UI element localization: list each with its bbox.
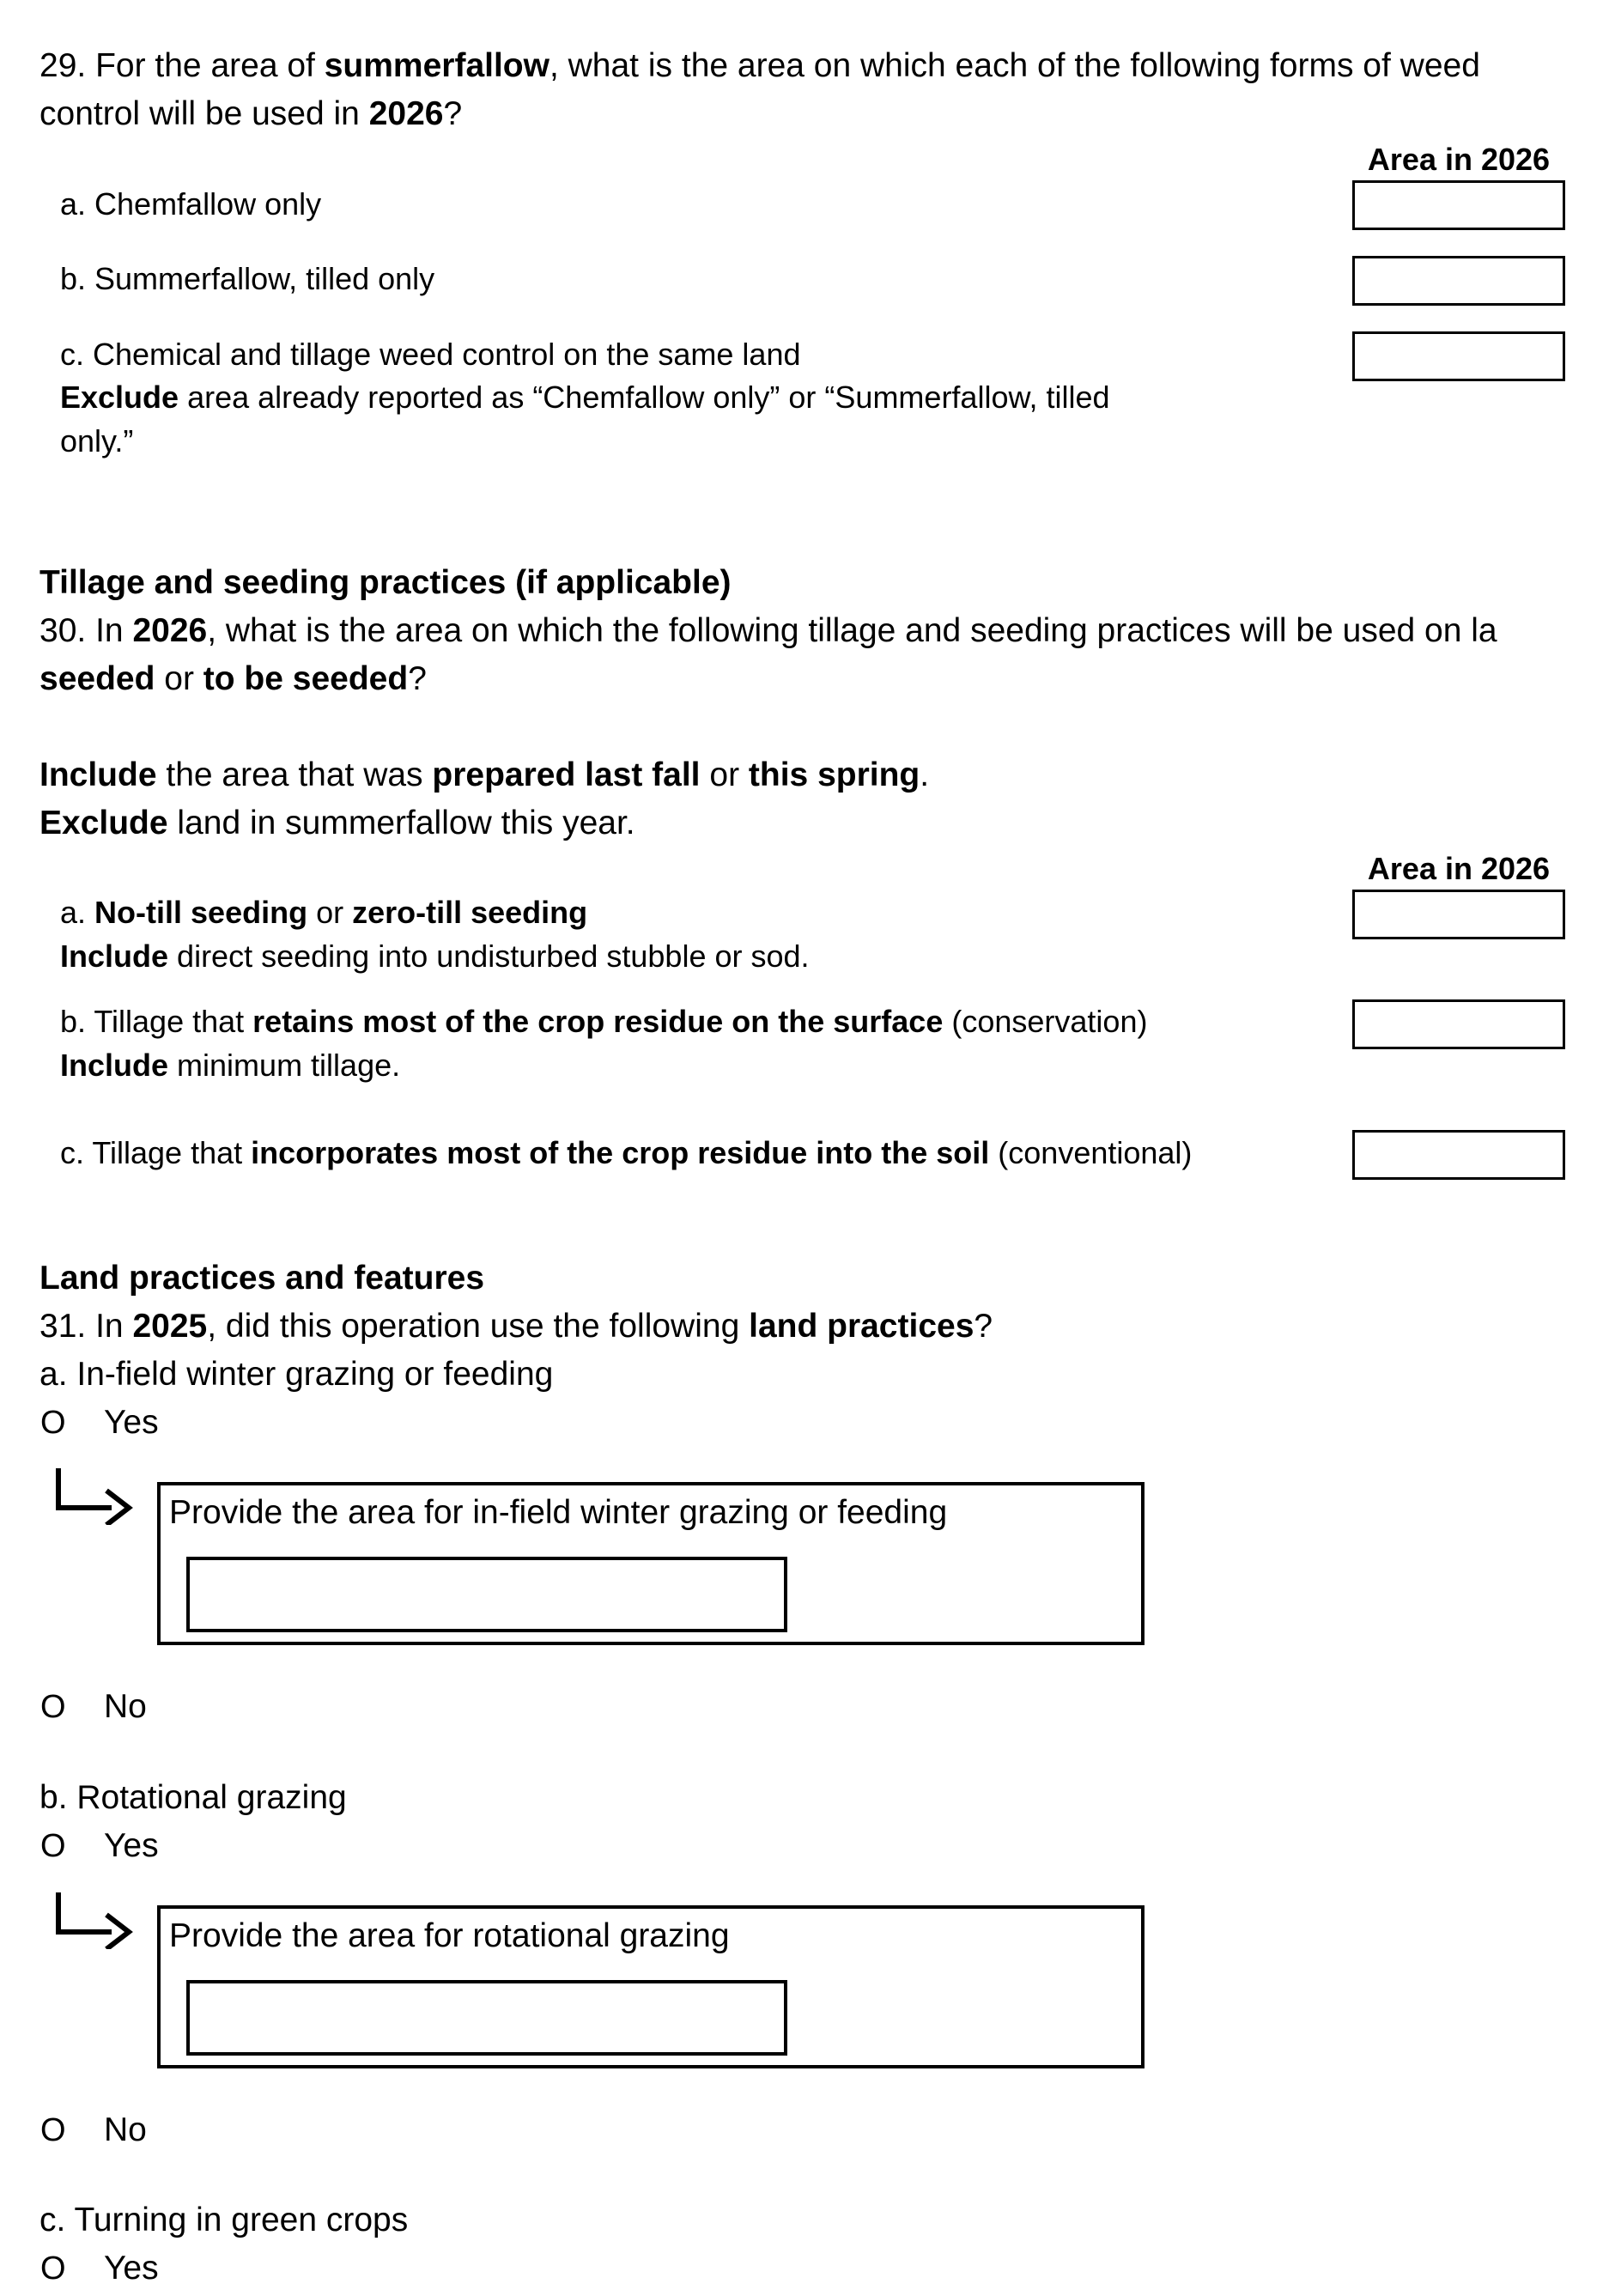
- q30-include-post: .: [920, 756, 930, 793]
- q30-include-note: [39, 755, 929, 796]
- q31-number: 31.: [39, 1308, 87, 1345]
- q31-a-followup-frame: [157, 1482, 1145, 1645]
- q30-include-this-spring: this spring: [748, 756, 920, 793]
- q31-b-yes-radio[interactable]: O: [40, 1828, 66, 1864]
- q30-c-bold: incorporates most of the crop residue into the soil: [251, 1135, 990, 1170]
- q31-text-mid: , did this operation use the following: [207, 1308, 740, 1345]
- q30-item-b-note: [60, 1047, 400, 1084]
- q30-b-bold: retains most of the crop residue on the surface: [252, 1004, 944, 1039]
- q29-line2-post: ?: [443, 95, 463, 132]
- followup-arrow-icon: [52, 1465, 137, 1525]
- q30-text-mid: , what is the area on which the following tillage and seeding practices will be used on la: [207, 612, 1497, 649]
- q30-item-b-label: [60, 1003, 1147, 1041]
- q29-item-a-input[interactable]: [1352, 180, 1565, 230]
- q31-a-followup-input[interactable]: [186, 1557, 787, 1632]
- q31-b-followup-label: Provide the area for rotational grazing: [169, 1917, 730, 1954]
- q30-item-b-input[interactable]: [1352, 999, 1565, 1049]
- q31-bold-land-practices: land practices: [749, 1308, 975, 1345]
- q31-part-c-label: c. Turning in green crops: [39, 2202, 409, 2238]
- q31-text-post: ?: [974, 1308, 993, 1345]
- q29-bold-summerfallow: summerfallow: [324, 47, 549, 84]
- q31-a-no-radio[interactable]: O: [40, 1689, 66, 1725]
- q30-item-a-input[interactable]: [1352, 890, 1565, 939]
- q31-b-yes-label: Yes: [104, 1827, 159, 1864]
- q29-item-b-input[interactable]: [1352, 256, 1565, 306]
- q29-c-note-rest: area already reported as “Chemfallow only” or “Summerfallow, tilled: [187, 380, 1110, 415]
- q30-exclude-note: [39, 803, 635, 844]
- q30-b-pre: b. Tillage that: [60, 1004, 245, 1039]
- q29-text-pre: For the area of: [95, 47, 315, 84]
- q30-item-c-label: [60, 1134, 1192, 1172]
- q30-question: [39, 610, 1497, 652]
- q29-c-note-exclude: Exclude: [60, 380, 179, 415]
- q30-include-mid1: the area that was: [166, 756, 423, 793]
- q29-item-c-label: c. Chemical and tillage weed control on the same land: [60, 337, 801, 372]
- q30-b-note-include: Include: [60, 1048, 169, 1083]
- q30-text-pre: In: [95, 612, 124, 649]
- q30-a-pre: a.: [60, 895, 87, 930]
- q30-bold-seeded: seeded: [39, 660, 155, 697]
- q29-item-c-input[interactable]: [1352, 331, 1565, 381]
- q30-b-post: (conservation): [951, 1004, 1148, 1039]
- q31-part-b-label: b. Rotational grazing: [39, 1779, 347, 1816]
- q29-item-b-label: b. Summerfallow, tilled only: [60, 261, 435, 296]
- q30-line2-post: ?: [408, 660, 427, 697]
- q29-line2-year: 2026: [368, 95, 444, 132]
- followup-arrow-icon: [52, 1889, 137, 1949]
- q30-exclude-bold: Exclude: [39, 805, 168, 841]
- q29-question: [39, 46, 1480, 87]
- q30-include-bold: Include: [39, 756, 157, 793]
- q31-c-yes-label: Yes: [104, 2250, 159, 2287]
- q30-c-pre: c. Tillage that: [60, 1135, 243, 1170]
- q29-number: 29.: [39, 47, 87, 84]
- q31-b-followup-input[interactable]: [186, 1980, 787, 2056]
- q30-item-a-note: [60, 938, 810, 975]
- q31-b-followup-frame: [157, 1905, 1145, 2068]
- q31-c-yes-radio[interactable]: O: [40, 2250, 66, 2287]
- q30-c-post: (conventional): [998, 1135, 1193, 1170]
- q30-a-zero-till: zero-till seeding: [352, 895, 588, 930]
- q29-text-mid: , what is the area on which each of the following forms of weed: [549, 47, 1480, 84]
- q30-question-line2: [39, 659, 427, 700]
- q29-column-header: Area in 2026: [1367, 142, 1551, 177]
- q30-item-a-label: [60, 894, 587, 932]
- q29-item-c-note-line2: only.”: [60, 423, 134, 459]
- q30-line2-mid: or: [164, 660, 194, 697]
- q30-section-title: Tillage and seeding practices (if applicable): [39, 564, 732, 601]
- q29-item-a-label: a. Chemfallow only: [60, 186, 322, 222]
- q30-bold-year: 2026: [132, 612, 208, 649]
- q31-b-no-radio[interactable]: O: [40, 2112, 66, 2148]
- q29-question-line2: [39, 94, 462, 135]
- q31-a-yes-label: Yes: [104, 1404, 159, 1441]
- q30-include-mid2: or: [709, 756, 740, 793]
- q31-bold-year: 2025: [132, 1308, 208, 1345]
- q31-a-no-label: No: [104, 1688, 147, 1725]
- q30-exclude-rest: land in summerfallow this year.: [177, 805, 635, 841]
- q30-a-mid: or: [316, 895, 344, 930]
- q31-section-title: Land practices and features: [39, 1260, 485, 1297]
- q31-part-a-label: a. In-field winter grazing or feeding: [39, 1356, 554, 1393]
- q30-a-note-include: Include: [60, 938, 169, 974]
- q31-b-no-label: No: [104, 2111, 147, 2148]
- q31-a-yes-radio[interactable]: O: [40, 1405, 66, 1441]
- q30-bold-to-be-seeded: to be seeded: [203, 660, 409, 697]
- q30-item-c-input[interactable]: [1352, 1130, 1565, 1180]
- q30-a-note-rest: direct seeding into undisturbed stubble or sod.: [177, 938, 810, 974]
- q31-question: [39, 1306, 993, 1347]
- q31-a-followup-label: Provide the area for in-field winter grazing or feeding: [169, 1494, 948, 1531]
- q30-b-note-rest: minimum tillage.: [177, 1048, 401, 1083]
- q29-line2-pre: control will be used in: [39, 95, 360, 132]
- q31-text-pre: In: [95, 1308, 124, 1345]
- q30-number: 30.: [39, 612, 87, 649]
- q30-column-header: Area in 2026: [1367, 851, 1551, 886]
- q30-include-prepared: prepared last fall: [432, 756, 701, 793]
- q30-a-no-till: No-till seeding: [94, 895, 308, 930]
- q29-item-c-note: [60, 379, 1110, 416]
